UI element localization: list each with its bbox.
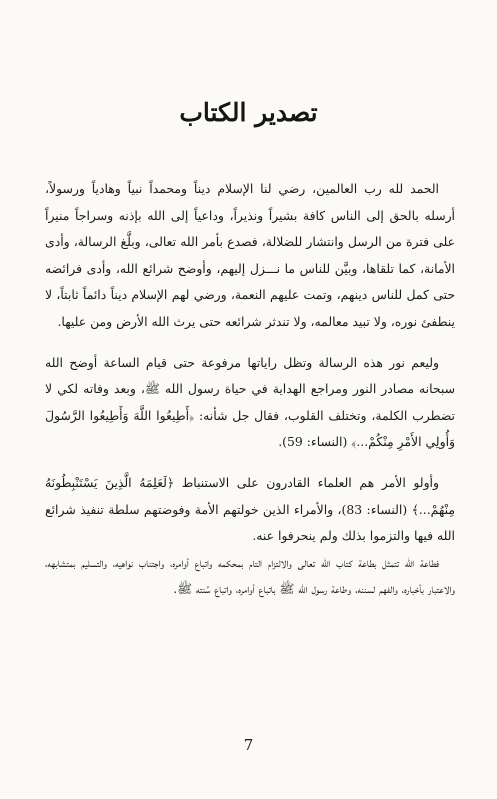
paragraph-2: وليعم نور هذه الرسالة وتظل راياتها مرفوعة حتى قيام الساعة أوضح الله سبحانه مصادر النور ومراجع الهداية في حياة رسول الله ﷺ، وبعد وفاته لكي لا تضطرب الكلمة، وتختلف القلوب، فقال جل شأنه: ﴿أَطِيعُوا اللَّهَ وَأَطِيعُوا الرَّسُولَ وَأُولِي الأَمْرِ مِنْكُمْ...﴾ (النساء: 59). [45,354,455,450]
page-number: 7 [243,736,254,754]
body-text [45,176,455,603]
paragraph-4: فطاعة الله تتمثل بطاعة كتاب الله تعالى والالتزام التام بمحكمه واتباع أوامره، واجتناب نواهيه، والتسليم بمتشابهه، والاعتبار بأخباره، والفهم لسننه، وطاعة رسول الله ﷺ باتباع أوامره، واتباع سُنته ﷺ. [45,554,455,597]
page-title: تصدير الكتاب [179,98,318,127]
paragraph-3: وأولو الأمر هم العلماء القادرون على الاستنباط ﴿لَعَلِمَهُ الَّذِينَ يَسْتَنْبِطُونَهُ مِنْهُمْ...﴾ (النساء: 83)، والأمراء الذين خولتهم الأمة وفوضتهم سلطة تنفيذ شرائع الله فيها والتزموا بذلك ولم ينحرفوا عنه. [45,474,455,544]
paragraph-1: الحمد لله رب العالمين، رضي لنا الإسلام ديناً ومحمداً نبياً وهادياً ورسولاً، أرسله بالحق إلى الناس كافة بشيراً ونذيراً، وداعياً إلى الله بإذنه وسراجاً منيراً على فترة من الرسل وانتشار للضلالة، فصدع بأمر الله تعالى، وبلَّغ الرسالة، وأدى الأمانة، كما تلقاها، وبيَّن للناس ما نـــزل إليهم، وأوضح شرائع الله، وأدى فرائضه حتى كمل للناس دينهم، وتمت عليهم النعمة، ورضي لهم الإسلام ديناً دائماً ثابتاً، لا ينطفئ نوره، ولا تبيد معالمه، ولا تندثر شرائعه حتى يرث الله الأرض ومن عليها. [45,181,455,329]
